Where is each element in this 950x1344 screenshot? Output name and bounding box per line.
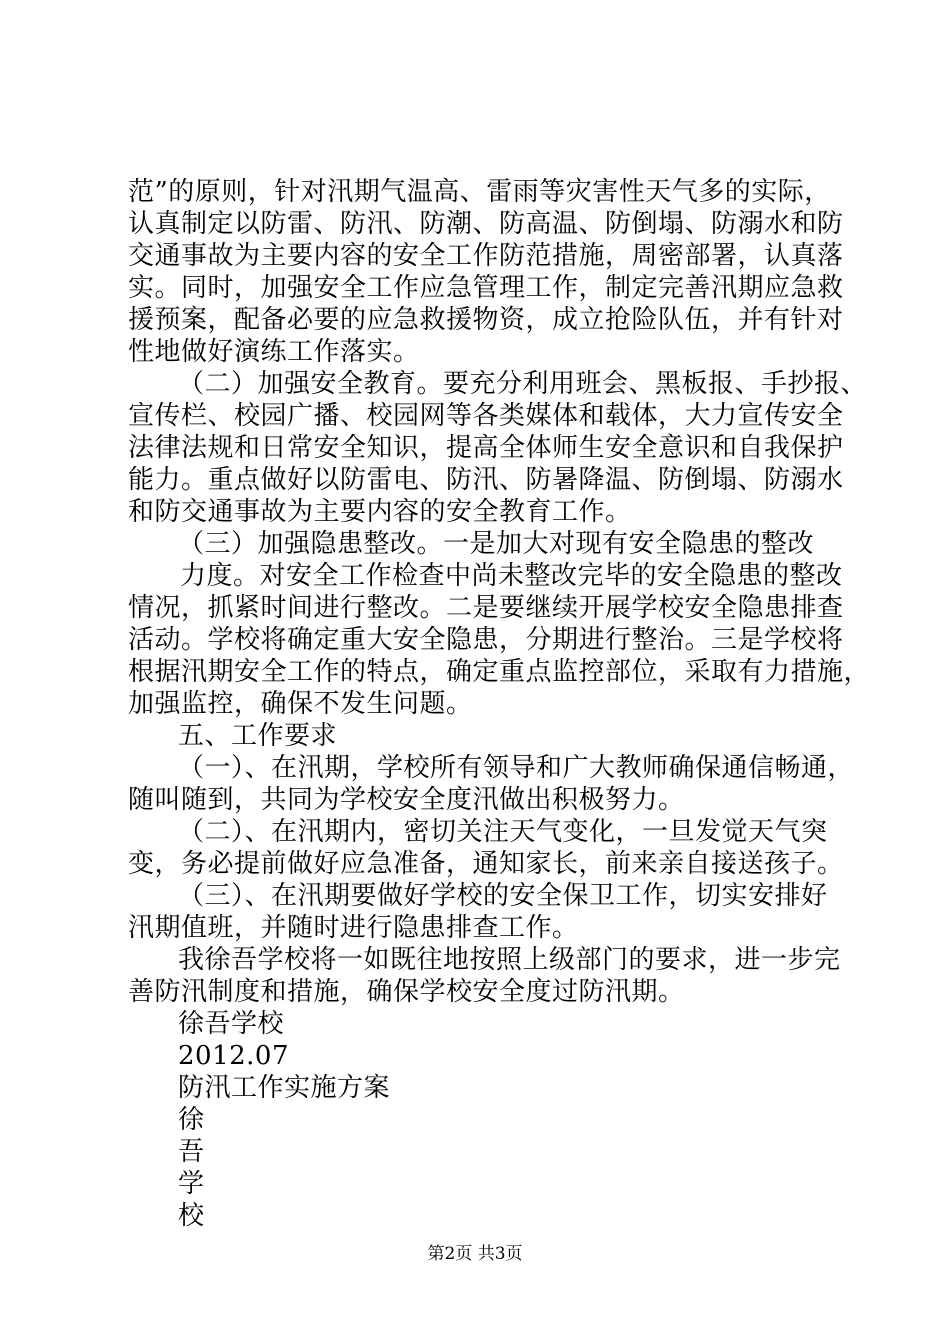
body-line: 认真制定以防雷、防汛、防潮、防高温、防倒塌、防溺水和防 xyxy=(128,209,844,239)
section-title: 五、工作要求 xyxy=(178,721,338,751)
requirement-item: （三）、在汛期要做好学校的安全保卫工作，切实安排好 xyxy=(178,881,828,911)
page-number: 第2页 共3页 xyxy=(427,1244,523,1264)
body-line: 宣传栏、校园广播、校园网等各类媒体和载体，大力宣传安全 xyxy=(128,401,844,431)
body-line: 根据汛期安全工作的特点，确定重点监控部位，采取有力措施， xyxy=(128,657,871,687)
body-line: 情况，抓紧时间进行整改。二是要继续开展学校安全隐患排查 xyxy=(128,593,844,623)
body-line: 活动。学校将确定重大安全隐患，分期进行整治。三是学校将 xyxy=(128,625,844,655)
body-line: 善防汛制度和措施，确保学校安全度过防汛期。 xyxy=(128,977,685,1007)
body-line: 交通事故为主要内容的安全工作防范措施，周密部署，认真落 xyxy=(128,241,844,271)
vertical-char: 吾 xyxy=(178,1137,205,1167)
body-line: 法律法规和日常安全知识，提高全体师生安全意识和自我保护 xyxy=(128,433,844,463)
vertical-char: 学 xyxy=(178,1169,205,1199)
vertical-char: 校 xyxy=(178,1201,205,1231)
signature-school: 徐吾学校 xyxy=(178,1009,285,1039)
body-line: 范”的原则，针对汛期气温高、雷雨等灾害性天气多的实际， xyxy=(128,177,831,207)
requirement-item: （一）、在汛期，学校所有领导和广大教师确保通信畅通， xyxy=(178,753,855,783)
document-title: 防汛工作实施方案 xyxy=(178,1073,391,1103)
body-line: 汛期值班，并随时进行隐患排查工作。 xyxy=(128,913,579,943)
section-heading: （三）加强隐患整改。一是加大对现有安全隐患的整改 xyxy=(178,529,815,559)
body-line: 随叫随到，共同为学校安全度汛做出积极努力。 xyxy=(128,785,685,815)
section-heading: （二）加强安全教育。要充分利用班会、黑板报、手抄报、 xyxy=(178,369,868,399)
body-line: 实。同时，加强安全工作应急管理工作，制定完善汛期应急救 xyxy=(128,273,844,303)
body-line: 和防交通事故为主要内容的安全教育工作。 xyxy=(128,497,632,527)
body-line: 加强监控，确保不发生问题。 xyxy=(128,689,473,719)
closing-paragraph: 我徐吾学校将一如既往地按照上级部门的要求，进一步完 xyxy=(178,945,841,975)
body-line: 援预案，配备必要的应急救援物资，成立抢险队伍，并有针对 xyxy=(128,305,844,335)
body-line: 性地做好演练工作落实。 xyxy=(128,337,420,367)
vertical-char: 徐 xyxy=(178,1105,205,1135)
signature-date: 2012.07 xyxy=(178,1041,290,1071)
body-line: 变，务必提前做好应急准备，通知家长，前来亲自接送孩子。 xyxy=(128,849,844,879)
requirement-item: （二）、在汛期内，密切关注天气变化，一旦发觉天气突 xyxy=(178,817,828,847)
body-line: 能力。重点做好以防雷电、防汛、防暑降温、防倒塌、防溺水 xyxy=(128,465,844,495)
body-line: 力度。对安全工作检查中尚未整改完毕的安全隐患的整改 xyxy=(180,561,843,591)
